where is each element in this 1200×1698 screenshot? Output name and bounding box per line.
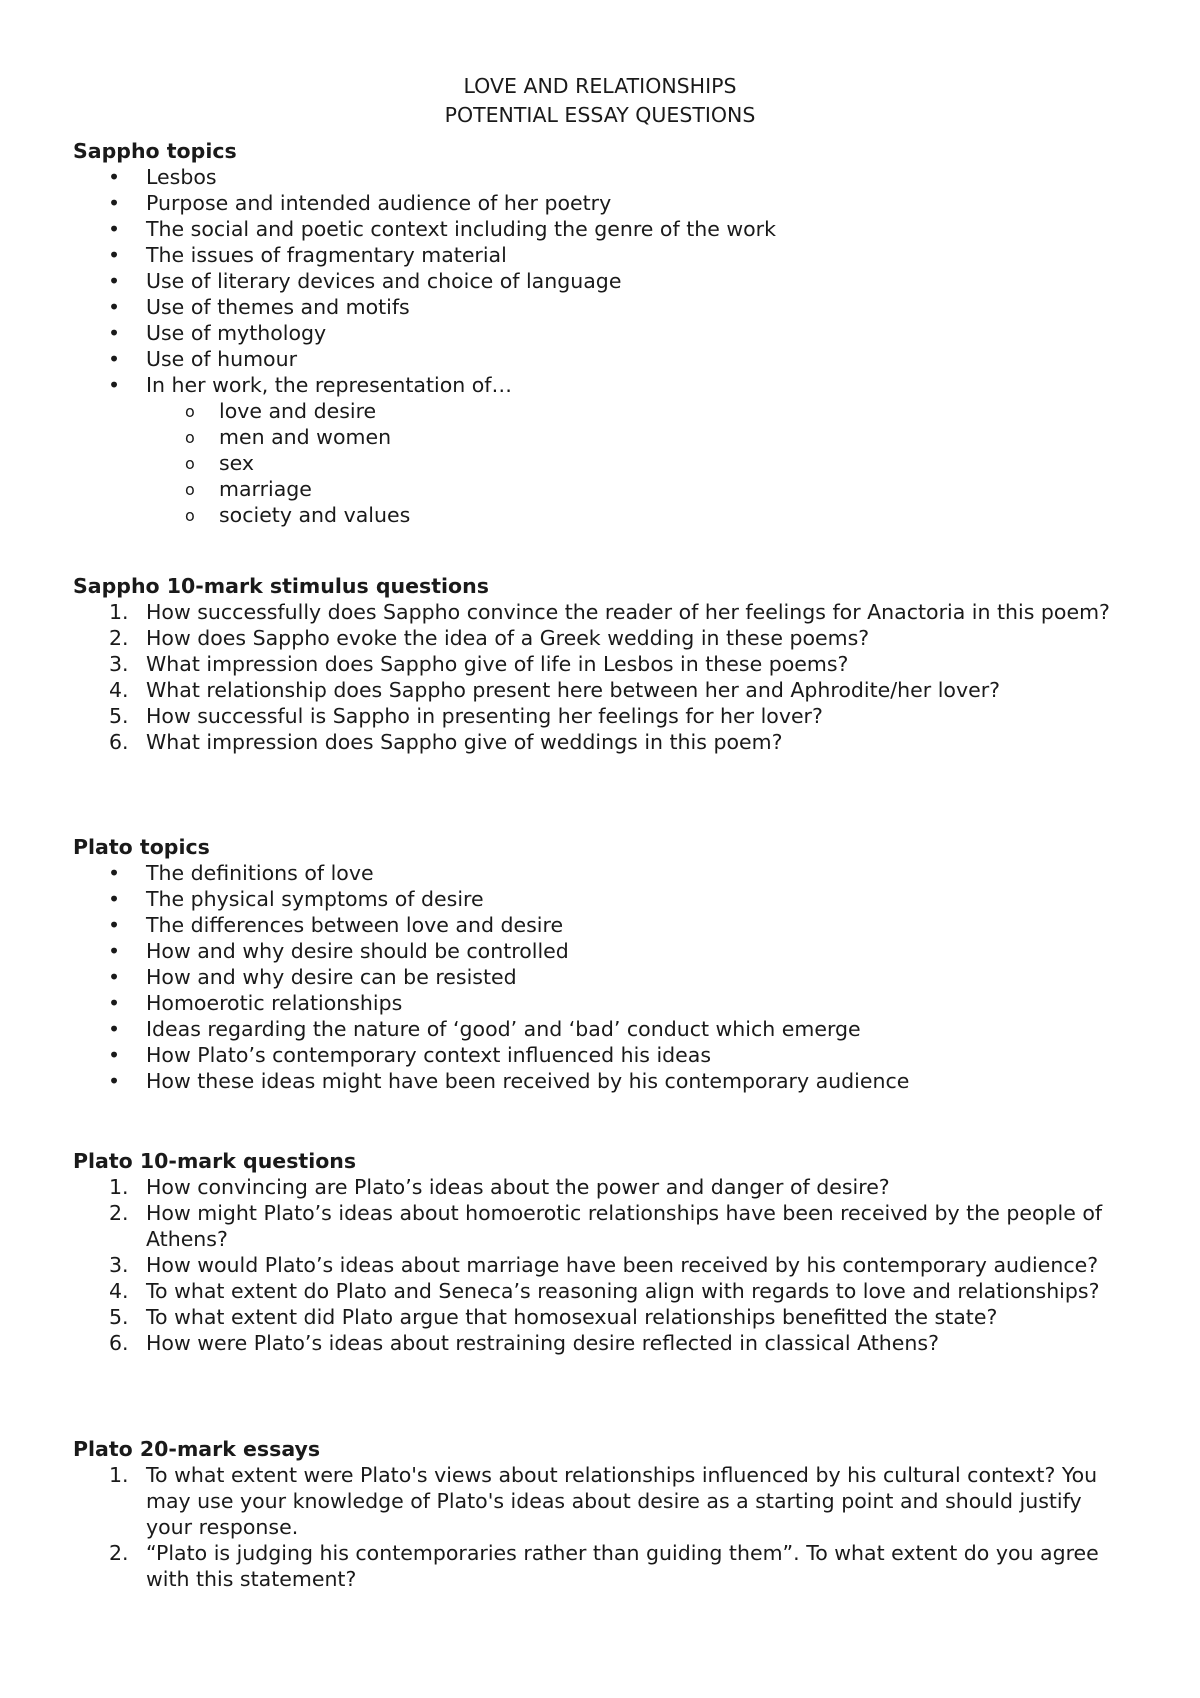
item-number: 3.: [109, 1253, 129, 1277]
sub-list-item: o men and women: [73, 424, 1133, 450]
item-text: What impression does Sappho give of life in Lesbos in these poems?: [146, 652, 849, 676]
item-number: 1.: [109, 1175, 129, 1199]
item-number: 2.: [109, 1541, 129, 1565]
item-text: To what extent were Plato's views about relationships influenced by his cultural context? You may use your knowledge of Plato's ideas about desire as a starting point and should justify your response.: [146, 1463, 1098, 1539]
bullet-list: [73, 164, 1133, 398]
list-item: [73, 703, 1133, 729]
sappho-questions-section: [73, 573, 1133, 755]
item-number: 1.: [109, 600, 129, 624]
list-item: • How Plato’s contemporary context influenced his ideas: [73, 1042, 1133, 1068]
section-heading: Plato 10-mark questions: [73, 1149, 357, 1173]
sub-list-item: o marriage: [73, 476, 1133, 502]
list-item: • The definitions of love: [73, 860, 1133, 886]
document-title: [0, 72, 1200, 129]
item-text: To what extent do Plato and Seneca’s reasoning align with regards to love and relationships?: [146, 1279, 1100, 1303]
sub-list-item: o sex: [73, 450, 1133, 476]
list-item: • Ideas regarding the nature of ‘good’ and ‘bad’ conduct which emerge: [73, 1016, 1133, 1042]
section-heading: Sappho topics: [73, 139, 237, 163]
list-item: • Purpose and intended audience of her poetry: [73, 190, 1133, 216]
item-number: 1.: [109, 1463, 129, 1487]
list-item: • How these ideas might have been received by his contemporary audience: [73, 1068, 1133, 1094]
numbered-list: [73, 1174, 1133, 1356]
list-item: • Use of literary devices and choice of language: [73, 268, 1133, 294]
item-number: 6.: [109, 1331, 129, 1355]
item-number: 4.: [109, 678, 129, 702]
item-text: How does Sappho evoke the idea of a Greek wedding in these poems?: [146, 626, 870, 650]
title-line-2: POTENTIAL ESSAY QUESTIONS: [444, 102, 756, 127]
list-item: • How and why desire should be controlled: [73, 938, 1133, 964]
bullet-list: [73, 860, 1133, 1094]
section-heading: Plato 20-mark essays: [73, 1437, 321, 1461]
list-item: • In her work, the representation of…: [73, 372, 1133, 398]
list-item: [73, 599, 1133, 625]
list-item: • The issues of fragmentary material: [73, 242, 1133, 268]
list-item: [73, 1304, 1133, 1330]
list-item: [73, 1540, 1133, 1592]
section-heading: Plato topics: [73, 835, 210, 859]
item-text: To what extent did Plato argue that homosexual relationships benefitted the state?: [146, 1305, 998, 1329]
item-number: 5.: [109, 704, 129, 728]
item-text: How convincing are Plato’s ideas about the power and danger of desire?: [146, 1175, 890, 1199]
item-text: How successfully does Sappho convince the reader of her feelings for Anactoria in this poem?: [146, 600, 1110, 624]
plato-questions-section: [73, 1148, 1133, 1356]
list-item: [73, 1330, 1133, 1356]
item-text: How might Plato’s ideas about homoerotic relationships have been received by the people of Athens?: [146, 1201, 1103, 1251]
sappho-topics-section: [73, 138, 1133, 528]
section-heading: Sappho 10-mark stimulus questions: [73, 574, 489, 598]
title-line-1: LOVE AND RELATIONSHIPS: [463, 74, 737, 98]
sub-bullet-list: [73, 398, 1133, 528]
numbered-list: [73, 1462, 1133, 1592]
item-number: 4.: [109, 1279, 129, 1303]
list-item: [73, 625, 1133, 651]
list-item: • How and why desire can be resisted: [73, 964, 1133, 990]
sub-list-item: o society and values: [73, 502, 1133, 528]
list-item: [73, 1174, 1133, 1200]
list-item: [73, 729, 1133, 755]
plato-topics-section: [73, 834, 1133, 1094]
list-item: [73, 1252, 1133, 1278]
item-text: What impression does Sappho give of weddings in this poem?: [146, 730, 783, 754]
list-item: [73, 677, 1133, 703]
list-item: • The differences between love and desire: [73, 912, 1133, 938]
list-item: [73, 1462, 1133, 1540]
list-item: • Use of themes and motifs: [73, 294, 1133, 320]
list-item: [73, 1278, 1133, 1304]
numbered-list: [73, 599, 1133, 755]
item-number: 5.: [109, 1305, 129, 1329]
list-item: • Use of humour: [73, 346, 1133, 372]
item-text: How would Plato’s ideas about marriage have been received by his contemporary audience?: [146, 1253, 1099, 1277]
item-text: How were Plato’s ideas about restraining desire reflected in classical Athens?: [146, 1331, 939, 1355]
list-item: • Use of mythology: [73, 320, 1133, 346]
item-number: 2.: [109, 626, 129, 650]
sub-list-item: o love and desire: [73, 398, 1133, 424]
list-item: [73, 651, 1133, 677]
item-number: 3.: [109, 652, 129, 676]
list-item: • The social and poetic context including the genre of the work: [73, 216, 1133, 242]
list-item: • Lesbos: [73, 164, 1133, 190]
item-text: How successful is Sappho in presenting her feelings for her lover?: [146, 704, 823, 728]
item-number: 2.: [109, 1201, 129, 1225]
list-item: • Homoerotic relationships: [73, 990, 1133, 1016]
item-text: What relationship does Sappho present here between her and Aphrodite/her lover?: [146, 678, 1001, 702]
item-text: “Plato is judging his contemporaries rather than guiding them”. To what extent do you agree with this statement?: [146, 1541, 1099, 1591]
item-number: 6.: [109, 730, 129, 754]
list-item: • The physical symptoms of desire: [73, 886, 1133, 912]
list-item: [73, 1200, 1133, 1252]
plato-essays-section: [73, 1436, 1133, 1592]
